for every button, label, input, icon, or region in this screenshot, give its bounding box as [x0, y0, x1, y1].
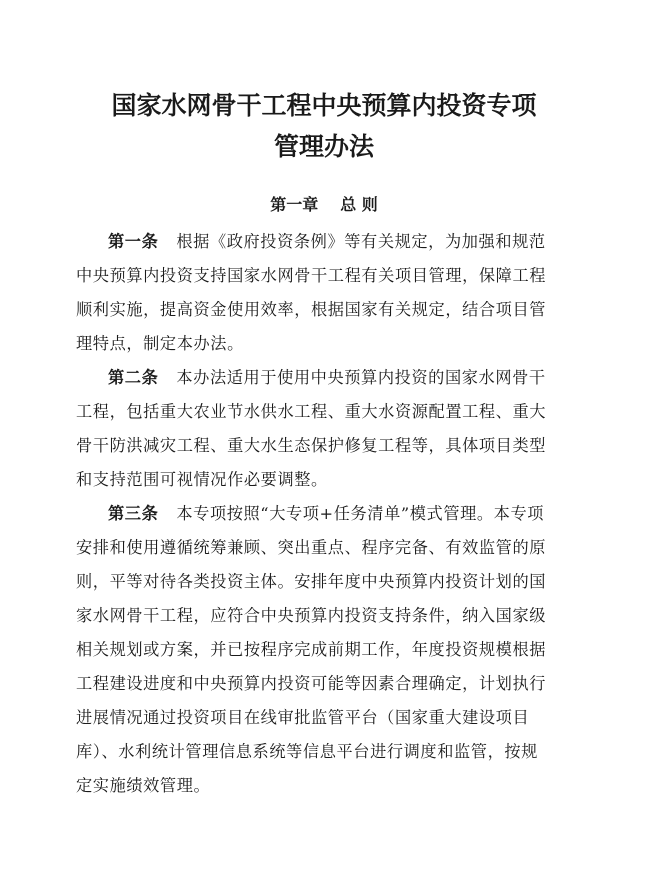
article-text: 本专项按照“大专项+任务清单”模式管理。本专项 — [176, 504, 545, 523]
article-3 — [76, 497, 574, 803]
article-label: 第一条 — [108, 232, 159, 251]
article-line: 进展情况通过投资项目在线审批监管平台（国家重大建设项目 — [76, 708, 530, 727]
document-title-line-1: 国家水网骨干工程中央预算内投资专项 — [111, 91, 537, 120]
chapter-name: 总 则 — [340, 195, 378, 214]
article-line: 中央预算内投资支持国家水网骨干工程有关项目管理，保障工程 — [76, 266, 547, 285]
article-1 — [76, 225, 574, 361]
article-line: 相关规划或方案，并已按程序完成前期工作，年度投资规模根据 — [76, 640, 547, 659]
article-2 — [76, 361, 574, 497]
document-title-line-2: 管理办法 — [273, 132, 374, 161]
article-line — [76, 225, 574, 259]
article-line: 理特点，制定本办法。 — [76, 334, 244, 353]
chapter-number: 第一章 — [270, 195, 319, 214]
article-line: 工程建设进度和中央预算内投资可能等因素合理确定，计划执行 — [76, 674, 547, 693]
article-line: 家水网骨干工程，应符合中央预算内投资支持条件，纳入国家级 — [76, 606, 547, 625]
article-line: 则，平等对待各类投资主体。安排年度中央预算内投资计划的国 — [76, 572, 547, 591]
article-text: 本办法适用于使用中央预算内投资的国家水网骨干 — [176, 368, 546, 387]
article-line — [76, 361, 574, 395]
article-label: 第三条 — [108, 504, 159, 523]
article-text: 根据《政府投资条例》等有关规定，为加强和规范 — [176, 232, 546, 251]
chapter-heading — [0, 197, 648, 213]
article-line: 库）、水利统计管理信息系统等信息平台进行调度和监管，按规 — [76, 742, 538, 761]
article-line: 骨干防洪减灾工程、重大水生态保护修复工程等，具体项目类型 — [76, 436, 547, 455]
article-line: 和支持范围可视情况作必要调整。 — [76, 470, 328, 489]
article-label: 第二条 — [108, 368, 159, 387]
article-line — [76, 497, 574, 531]
article-line: 顺利实施，提高资金使用效率，根据国家有关规定，结合项目管 — [76, 300, 547, 319]
article-line: 安排和使用遵循统筹兼顾、突出重点、程序完备、有效监管的原 — [76, 538, 547, 557]
article-line: 定实施绩效管理。 — [76, 776, 211, 795]
article-line: 工程，包括重大农业节水供水工程、重大水资源配置工程、重大 — [76, 402, 547, 421]
